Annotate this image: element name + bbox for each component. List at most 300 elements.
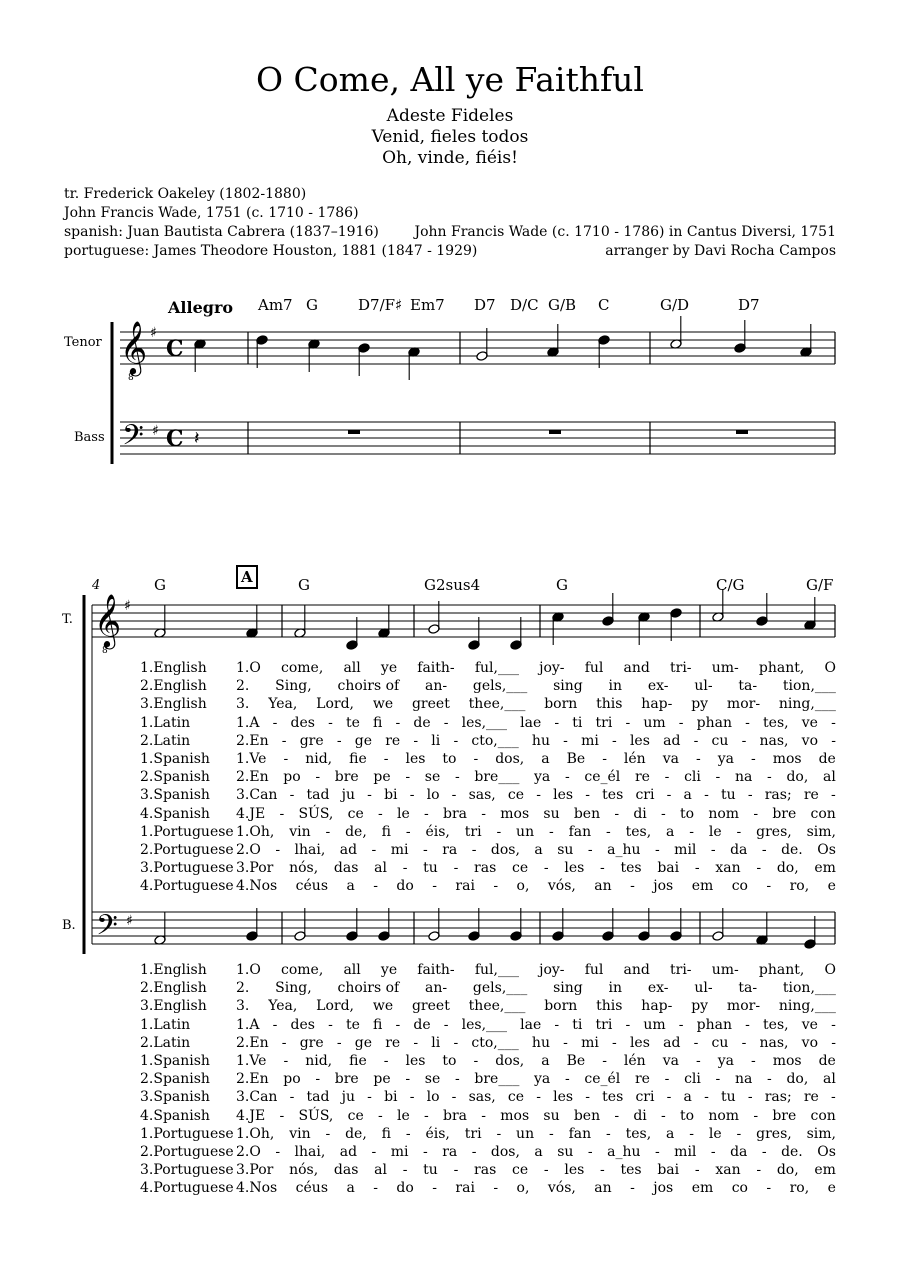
lyric-syllable: a bbox=[683, 787, 692, 804]
lyric-syllable: éis, bbox=[425, 823, 450, 840]
lyric-syllable: ce bbox=[347, 1107, 364, 1124]
lyric-syllable: joy- bbox=[539, 660, 565, 676]
lyric-line-label: 2.English bbox=[140, 980, 207, 997]
lyric-syllable: 2.O bbox=[236, 1144, 261, 1160]
time-signature: C bbox=[166, 336, 184, 362]
lyric-syllable: le bbox=[397, 1107, 410, 1124]
lyric-syllable: ta- bbox=[738, 980, 758, 997]
lyric-syllable: bai bbox=[657, 860, 680, 877]
lyric-syllable: Os bbox=[817, 842, 836, 858]
chord-symbol: Am7 bbox=[258, 296, 293, 314]
lyric-syllable: 1.Ve bbox=[236, 1053, 267, 1069]
measure-number: 4 bbox=[92, 578, 101, 593]
lyric-line bbox=[236, 733, 836, 749]
lyric-syllable: mor- bbox=[726, 998, 761, 1015]
lyric-syllable: do, bbox=[786, 1071, 809, 1088]
lyric-syllable: an- bbox=[425, 678, 448, 695]
lyric-syllable: - bbox=[454, 1071, 460, 1088]
lyric-syllable: nom bbox=[708, 805, 740, 822]
lyric-syllable: nós, bbox=[289, 1162, 319, 1179]
lyric-syllable: ad bbox=[339, 1144, 358, 1160]
lyric-syllable: - bbox=[405, 1125, 411, 1142]
lyric-line-label: 3.Spanish bbox=[140, 1089, 210, 1106]
lyric-line-label: 3.English bbox=[140, 998, 207, 1015]
lyric-syllable: co bbox=[731, 878, 748, 895]
lyric-syllable: choirs of bbox=[337, 678, 400, 695]
lyric-line bbox=[236, 696, 836, 712]
lyric-syllable: - bbox=[336, 1034, 342, 1051]
lyric-syllable: ce bbox=[507, 1089, 525, 1106]
lyric-syllable: tad bbox=[306, 1089, 330, 1106]
bass-clef-icon: 𝄢 bbox=[122, 419, 144, 459]
lyric-syllable: to bbox=[680, 805, 695, 822]
lyric-syllable: - bbox=[325, 823, 331, 840]
lyric-syllable: - bbox=[664, 769, 670, 786]
lyric-line bbox=[236, 787, 836, 803]
lyric-syllable: cli bbox=[684, 769, 701, 786]
lyric-syllable: - bbox=[767, 769, 772, 786]
time-signature: C bbox=[166, 426, 184, 452]
lyric-syllable: mor- bbox=[726, 696, 761, 713]
lyric-syllable: - bbox=[432, 878, 437, 895]
lyric-syllable: al bbox=[822, 1071, 836, 1088]
lyric-line bbox=[236, 860, 836, 876]
lyric-syllable: vós, bbox=[547, 1180, 576, 1197]
lyric-syllable: bi bbox=[384, 787, 398, 804]
lyric-line-label: 1.Portuguese bbox=[140, 1125, 234, 1142]
lyric-syllable: come, bbox=[281, 660, 324, 676]
lyric-syllable: mil bbox=[674, 842, 697, 858]
lyric-syllable: re bbox=[385, 732, 401, 749]
lyric-syllable: - bbox=[614, 805, 620, 822]
lyric-syllable: ning,___ bbox=[778, 696, 836, 713]
lyric-syllable: phan bbox=[696, 1016, 733, 1033]
lyric-syllable: sim, bbox=[806, 823, 836, 840]
lyric-syllable: - bbox=[373, 878, 378, 895]
lyric-syllable: phan bbox=[696, 714, 733, 731]
lyric-syllable: vo bbox=[801, 1034, 819, 1051]
lyric-syllable: in bbox=[608, 980, 623, 997]
lyric-syllable: cu bbox=[711, 732, 729, 749]
chord-symbol: G/B bbox=[548, 296, 577, 314]
lyric-syllable: le bbox=[397, 805, 410, 822]
lyric-syllable: - bbox=[694, 1162, 700, 1179]
lyric-syllable: lo bbox=[426, 1089, 440, 1106]
lyric-syllable: an bbox=[594, 878, 612, 895]
lyric-syllable: - bbox=[563, 1034, 568, 1051]
lyric-syllable: - bbox=[704, 1089, 709, 1106]
lyric-line-label: 1.Portuguese bbox=[140, 823, 234, 840]
lyric-syllable: - bbox=[831, 1016, 836, 1033]
lyric-syllable: - bbox=[367, 787, 372, 804]
lyric-syllable: um bbox=[643, 1016, 666, 1033]
lyric-syllable: de. bbox=[781, 842, 803, 858]
credit-lyricist: John Francis Wade, 1751 (c. 1710 - 1786) bbox=[64, 205, 359, 221]
lyric-syllable: sim, bbox=[806, 1125, 836, 1142]
lyric-syllable: - bbox=[554, 1016, 560, 1033]
lyric-syllable: tu bbox=[720, 787, 736, 804]
lyric-syllable: - bbox=[563, 732, 568, 749]
lyric-syllable: - bbox=[747, 1089, 753, 1106]
key-signature-sharp: ♯ bbox=[124, 598, 131, 614]
lyric-syllable: - bbox=[600, 860, 605, 877]
lyric-syllable: - bbox=[587, 1144, 593, 1160]
lyric-syllable: - bbox=[432, 1180, 437, 1197]
lyric-syllable: lén bbox=[623, 751, 646, 767]
lyric-line bbox=[236, 1126, 836, 1142]
lyric-syllable: tes, bbox=[625, 823, 652, 840]
lyric-syllable: ce bbox=[507, 787, 525, 804]
lyric-syllable: - bbox=[766, 1180, 772, 1197]
lyric-syllable: 1.Oh, bbox=[236, 1125, 275, 1142]
lyric-syllable: phant, bbox=[758, 660, 805, 676]
lyric-syllable: bre bbox=[334, 1071, 359, 1088]
lyric-syllable: born bbox=[544, 998, 578, 1015]
lyric-syllable: na bbox=[734, 769, 753, 786]
lyric-syllable: bre___ bbox=[474, 769, 520, 786]
lyric-syllable: tes, bbox=[763, 1016, 789, 1033]
lyric-syllable: an- bbox=[425, 980, 448, 997]
chord-symbol: C bbox=[598, 296, 610, 314]
lyric-syllable: con bbox=[810, 805, 836, 822]
lyric-syllable: lhai, bbox=[294, 1144, 326, 1160]
lyric-syllable: 2. bbox=[236, 678, 250, 695]
lyric-syllable: we bbox=[372, 696, 394, 713]
lyric-syllable: nid, bbox=[305, 1053, 333, 1069]
lyric-syllable: - bbox=[481, 805, 486, 822]
lyric-syllable: and bbox=[623, 962, 650, 978]
lyric-line bbox=[236, 678, 836, 694]
lyric-syllable: - bbox=[554, 714, 560, 731]
lyric-syllable: 4.Nos bbox=[236, 878, 278, 895]
lyric-syllable: - bbox=[602, 751, 607, 767]
quarter-rest: 𝄽 bbox=[194, 428, 200, 449]
lyric-syllable: - bbox=[564, 1071, 570, 1088]
lyric-line-label: 1.English bbox=[140, 962, 207, 978]
lyric-syllable: all bbox=[343, 962, 361, 978]
subtitle-latin: Adeste Fideles bbox=[386, 106, 514, 126]
lyric-syllable: ya bbox=[534, 769, 551, 786]
lyric-syllable: jos bbox=[653, 1180, 674, 1197]
lyric-syllable: ful,___ bbox=[474, 660, 519, 676]
lyric-syllable: ras bbox=[474, 860, 497, 877]
lyric-syllable: - bbox=[493, 878, 499, 895]
lyric-syllable: pe bbox=[373, 769, 391, 786]
lyric-syllable: - bbox=[661, 1107, 666, 1124]
lyric-syllable: lhai, bbox=[294, 842, 326, 858]
lyric-syllable: céus bbox=[295, 878, 328, 895]
lyric-syllable: - bbox=[831, 1034, 836, 1051]
lyric-line-label: 4.Portuguese bbox=[140, 1180, 234, 1197]
lyric-syllable: re bbox=[634, 769, 650, 786]
lyric-syllable: - bbox=[325, 1125, 331, 1142]
lyric-syllable: ge bbox=[354, 732, 373, 749]
lyric-syllable: ful bbox=[584, 660, 604, 676]
lyric-syllable: - bbox=[481, 1107, 486, 1124]
lyric-syllable: ad bbox=[663, 1034, 681, 1051]
lyric-line bbox=[236, 1089, 836, 1105]
lyric-line bbox=[236, 769, 836, 785]
lyric-syllable: fi bbox=[373, 1016, 383, 1033]
lyric-syllable: ta- bbox=[738, 678, 758, 695]
lyric-syllable: em bbox=[814, 860, 836, 877]
lyric-syllable: - bbox=[279, 805, 285, 822]
lyric-syllable: Sing, bbox=[275, 980, 312, 997]
lyric-syllable: tes bbox=[620, 860, 642, 877]
lyric-line-label: 1.English bbox=[140, 660, 207, 676]
lyric-syllable: su bbox=[543, 1107, 560, 1124]
lyric-syllable: - bbox=[413, 732, 419, 749]
lyric-syllable: faith- bbox=[417, 660, 455, 676]
lyric-syllable: dos, bbox=[495, 1053, 525, 1069]
lyric-syllable: - bbox=[367, 1089, 372, 1106]
lyric-line-label: 4.Spanish bbox=[140, 1107, 210, 1124]
lyric-syllable: ul- bbox=[694, 980, 713, 997]
lyric-syllable: - bbox=[451, 787, 457, 804]
lyric-syllable: - bbox=[654, 1144, 660, 1160]
lyric-syllable: Yea, bbox=[268, 696, 298, 713]
lyric-line bbox=[236, 1071, 836, 1087]
lyric-syllable: thee,___ bbox=[468, 696, 526, 713]
lyric-line bbox=[236, 878, 836, 894]
lyric-syllable: - bbox=[454, 769, 460, 786]
lyric-syllable: dos, bbox=[490, 1144, 520, 1160]
lyric-syllable: nas, bbox=[759, 732, 789, 749]
lyric-syllable: - bbox=[413, 1034, 419, 1051]
lyric-syllable: - bbox=[315, 1071, 321, 1088]
lyric-syllable: - bbox=[471, 1144, 477, 1160]
staff-label-bass-short: B. bbox=[62, 918, 76, 933]
lyric-syllable: cto,___ bbox=[471, 1034, 519, 1051]
lyric-line-label: 2.Spanish bbox=[140, 1071, 210, 1088]
lyric-syllable: 2. bbox=[236, 980, 250, 997]
whole-rest bbox=[736, 430, 748, 434]
lyric-syllable: les bbox=[629, 732, 650, 749]
lyric-syllable: su bbox=[543, 805, 560, 822]
lyric-syllable: - bbox=[695, 1053, 701, 1069]
lyric-syllable: Sing, bbox=[275, 678, 312, 695]
lyric-syllable: - bbox=[753, 805, 759, 822]
lyric-syllable: - bbox=[451, 1089, 457, 1106]
lyric-syllable: 3.Por bbox=[236, 860, 274, 877]
lyric-syllable: Yea, bbox=[268, 998, 298, 1015]
lyric-syllable: les bbox=[405, 1053, 426, 1069]
whole-rest bbox=[549, 430, 561, 434]
lyric-syllable: 4.JE bbox=[236, 805, 266, 822]
lyric-syllable: - bbox=[383, 751, 389, 767]
lyric-syllable: e bbox=[827, 1180, 836, 1197]
lyric-syllable: da bbox=[730, 842, 748, 858]
lyric-syllable: - bbox=[750, 751, 756, 767]
lyric-syllable: - bbox=[371, 842, 377, 858]
lyric-syllable: re bbox=[803, 787, 819, 804]
lyric-syllable: le bbox=[708, 823, 722, 840]
staff-label-bass: Bass bbox=[74, 430, 105, 445]
lyric-syllable: tes bbox=[602, 787, 624, 804]
lyric-syllable: - bbox=[275, 1144, 281, 1160]
lyric-line-label: 3.Portuguese bbox=[140, 860, 234, 877]
lyric-syllable: - bbox=[453, 860, 459, 877]
lyric-syllable: les,___ bbox=[461, 1016, 508, 1033]
lyric-syllable: tes, bbox=[625, 1125, 652, 1142]
lyric-syllable: this bbox=[596, 696, 623, 713]
chord-symbol: G bbox=[556, 576, 568, 594]
lyric-syllable: mi bbox=[581, 732, 599, 749]
lyric-syllable: - bbox=[473, 751, 479, 767]
lyric-line bbox=[236, 980, 836, 996]
lyric-syllable: con bbox=[810, 1107, 836, 1124]
lyric-syllable: al bbox=[822, 769, 836, 786]
lyric-line-label: 4.Spanish bbox=[140, 805, 210, 822]
credit-spanish: spanish: Juan Bautista Cabrera (1837–1916) bbox=[64, 224, 379, 240]
lyric-syllable: un bbox=[516, 823, 535, 840]
lyric-line bbox=[236, 660, 836, 676]
lyric-syllable: py bbox=[691, 696, 709, 713]
lyric-syllable: a bbox=[541, 751, 550, 767]
lyric-syllable: de, bbox=[345, 1125, 367, 1142]
lyric-syllable: hap- bbox=[641, 998, 673, 1015]
lyric-syllable: - bbox=[664, 1071, 670, 1088]
lyric-syllable: - bbox=[831, 732, 836, 749]
lyric-syllable: cu bbox=[711, 1034, 729, 1051]
staff-label-tenor: Tenor bbox=[64, 335, 102, 350]
lyric-syllable: - bbox=[336, 732, 342, 749]
lyric-syllable: les bbox=[629, 1034, 650, 1051]
lyric-line bbox=[236, 1144, 836, 1160]
lyric-syllable: - bbox=[453, 1162, 459, 1179]
lyric-syllable: ye bbox=[380, 660, 398, 676]
lyric-syllable: - bbox=[281, 1034, 287, 1051]
lyric-syllable: a bbox=[346, 878, 355, 895]
lyric-syllable: a_hu bbox=[607, 1144, 641, 1160]
lyric-syllable: gres, bbox=[756, 1125, 792, 1142]
bass-clef-icon: 𝄢 bbox=[96, 909, 118, 949]
lyric-syllable: tes bbox=[602, 1089, 624, 1106]
octave-mark: 8 bbox=[102, 646, 108, 656]
lyric-syllable: - bbox=[756, 860, 762, 877]
lyric-syllable: - bbox=[402, 860, 408, 877]
lyric-syllable: lae bbox=[520, 714, 542, 731]
lyric-line-label: 1.Spanish bbox=[140, 1053, 210, 1069]
lyric-syllable: ju bbox=[341, 1089, 355, 1106]
lyric-syllable: and bbox=[623, 660, 650, 676]
lyric-syllable: tri- bbox=[670, 660, 692, 676]
lyric-syllable: mil bbox=[674, 1144, 697, 1160]
lyric-syllable: - bbox=[715, 1071, 721, 1088]
chord-symbol: D7 bbox=[738, 296, 760, 314]
subtitle-portuguese: Oh, vinde, fiéis! bbox=[382, 148, 518, 168]
lyric-syllable: ti bbox=[572, 714, 583, 731]
chord-symbol: G bbox=[298, 576, 310, 594]
lyric-syllable: ning,___ bbox=[778, 998, 836, 1015]
lyric-syllable: na bbox=[734, 1071, 753, 1088]
lyric-syllable: 1.Ve bbox=[236, 751, 267, 767]
lyric-syllable: ce bbox=[347, 805, 364, 822]
lyric-syllable: - bbox=[661, 805, 666, 822]
lyric-syllable: - bbox=[548, 1125, 554, 1142]
lyric-syllable: les bbox=[564, 860, 585, 877]
lyric-syllable: les bbox=[553, 1089, 574, 1106]
lyric-syllable: 1.A bbox=[236, 1016, 260, 1033]
lyric-syllable: Lord, bbox=[316, 998, 354, 1015]
lyric-syllable: bre bbox=[334, 769, 359, 786]
lyric-syllable: to bbox=[680, 1107, 695, 1124]
lyric-line-label: 3.Portuguese bbox=[140, 1162, 234, 1179]
whole-rest bbox=[348, 430, 360, 434]
lyric-syllable: come, bbox=[281, 962, 324, 978]
lyric-syllable: - bbox=[473, 1053, 479, 1069]
lyric-syllable: - bbox=[630, 1180, 635, 1197]
lyric-syllable: va bbox=[662, 751, 679, 767]
chord-symbol: G bbox=[154, 576, 166, 594]
lyric-syllable: das bbox=[333, 1162, 359, 1179]
lyric-line-label: 4.Portuguese bbox=[140, 878, 234, 895]
lyric-syllable: um- bbox=[711, 660, 739, 676]
lyric-syllable: ul- bbox=[694, 678, 713, 695]
lyric-syllable: di bbox=[633, 1107, 647, 1124]
lyric-syllable: choirs of bbox=[337, 980, 400, 997]
lyric-syllable: - bbox=[424, 805, 429, 822]
lyric-syllable: li bbox=[431, 732, 441, 749]
lyric-syllable: - bbox=[694, 860, 700, 877]
lyric-syllable: - bbox=[585, 787, 590, 804]
lyric-syllable: - bbox=[831, 787, 836, 804]
lyric-syllable: gre bbox=[299, 732, 324, 749]
lyric-syllable: tri bbox=[464, 1125, 482, 1142]
lyric-syllable: ra bbox=[442, 1144, 458, 1160]
credit-composer: John Francis Wade (c. 1710 - 1786) in Cantus Diversi, 1751 bbox=[414, 224, 836, 240]
credit-portuguese: portuguese: James Theodore Houston, 1881 (1847 - 1929) bbox=[64, 243, 478, 259]
lyric-syllable: ce bbox=[512, 1162, 529, 1179]
lyric-syllable: do bbox=[396, 1180, 414, 1197]
lyric-syllable: ya bbox=[534, 1071, 551, 1088]
lyric-syllable: - bbox=[405, 1071, 411, 1088]
lyric-syllable: fan bbox=[568, 823, 592, 840]
lyric-line-label: 2.Spanish bbox=[140, 769, 210, 786]
lyric-syllable: - bbox=[666, 787, 672, 804]
lyric-line bbox=[236, 715, 836, 731]
lyric-syllable: ya bbox=[717, 1053, 734, 1069]
lyric-syllable: em bbox=[814, 1162, 836, 1179]
lyric-line-label: 1.Spanish bbox=[140, 751, 210, 767]
lyric-syllable: - bbox=[753, 1107, 759, 1124]
lyric-syllable: - bbox=[383, 1053, 389, 1069]
lyric-syllable: thee,___ bbox=[468, 998, 526, 1015]
score-title: O Come, All ye Faithful bbox=[256, 60, 644, 99]
lyric-syllable: tu bbox=[423, 1162, 438, 1179]
lyric-syllable: - bbox=[409, 787, 415, 804]
lyric-syllable: ti bbox=[572, 1016, 583, 1033]
lyric-syllable: 2.En bbox=[236, 769, 269, 786]
lyric-syllable: ve bbox=[801, 714, 818, 731]
lyric-syllable: tri bbox=[595, 1016, 613, 1033]
lyric-syllable: cri bbox=[635, 1089, 655, 1106]
lyric-syllable: nom bbox=[708, 1107, 740, 1124]
lyric-syllable: tes bbox=[620, 1162, 642, 1179]
lyric-syllable: nós, bbox=[289, 860, 319, 877]
lyric-syllable: 2.O bbox=[236, 842, 261, 858]
lyric-syllable: - bbox=[693, 1034, 699, 1051]
lyric-syllable: - bbox=[612, 1034, 617, 1051]
lyric-syllable: O bbox=[824, 660, 836, 676]
lyric-syllable: a bbox=[666, 823, 675, 840]
lyric-syllable: - bbox=[614, 1107, 620, 1124]
lyric-syllable: mos bbox=[772, 751, 802, 767]
lyric-syllable: rai bbox=[455, 1180, 475, 1197]
lyric-syllable: mi bbox=[390, 1144, 409, 1160]
lyric-syllable: a bbox=[666, 1125, 675, 1142]
lyric-syllable: an bbox=[594, 1180, 612, 1197]
